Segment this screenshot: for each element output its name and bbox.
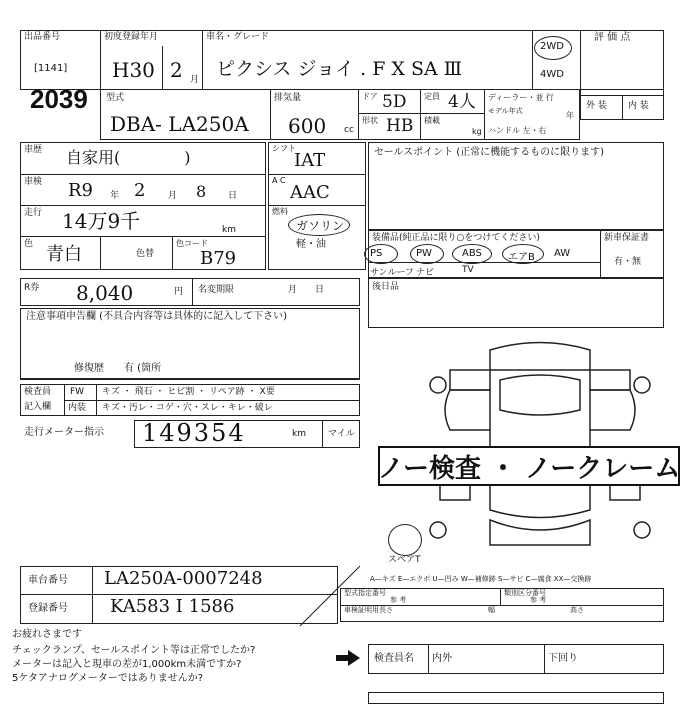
history-label: 車歴 [24, 145, 43, 155]
color-label: 色 [24, 239, 34, 249]
equip-pw: PW [416, 248, 432, 259]
recycle-value: 8,040 [76, 281, 134, 305]
inspector-row2-items: キズ・汚レ・コゲ・穴・スレ・キレ・破レ [102, 403, 273, 413]
equip-ps: PS [370, 248, 383, 259]
chassis-mid [20, 594, 338, 595]
color-value: 青白 [46, 244, 82, 265]
inspector-label-top: 検査員 [24, 387, 52, 397]
inspector-row1-items: キズ ・ 飛石 ・ ヒビ割 ・ リペア跡 ・ X要 [102, 387, 275, 397]
shift-label: シフト [272, 144, 296, 153]
sales-title: セールスポイント (正常に機能するものに限ります) [374, 147, 605, 158]
lot-small-number: [1141] [34, 63, 68, 74]
spare-tire-icon [388, 524, 422, 556]
name-grade-label: 車名・グレード [206, 32, 270, 42]
equip-tv: TV [462, 265, 474, 275]
remarks-label: 参 考 [390, 596, 407, 604]
first-reg-month: 2 [170, 58, 183, 82]
footer-line4: 5ケタアナログメーターではありませんか? [12, 673, 204, 684]
type-designation-label: 型式指定番号 [344, 589, 386, 597]
displacement-value: 600 [288, 114, 327, 138]
circle-pw [410, 244, 444, 264]
designation-split [500, 588, 501, 605]
equip-abs: ABS [462, 248, 482, 259]
inspector-row2-head: 内装 [68, 403, 87, 413]
spec-div-1 [270, 90, 271, 140]
height-label: 高さ [570, 606, 584, 614]
repair-label: 修復歴 有 (箇所 [74, 363, 162, 374]
spec-mid [358, 113, 484, 114]
displacement-label: 排気量 [274, 93, 302, 103]
spec-div-2 [358, 90, 359, 140]
first-reg-label: 初度登録年月 [104, 32, 159, 42]
dealer-label: ディーラー・並 行 [488, 93, 554, 102]
meter-value: 149354 [142, 419, 246, 447]
footer-line2: チェックランプ、セールスポイント等は正常でしたか? [12, 645, 256, 656]
rating-label: 評 価 点 [594, 32, 631, 43]
cert-length-label: 車検証明用長さ [344, 606, 393, 614]
fuel-circle [288, 214, 350, 236]
color-change-label: 色替 [136, 249, 155, 259]
lower-label: 下回り [548, 653, 578, 664]
first-reg-month-unit: 月 [190, 75, 200, 85]
first-reg-split [162, 46, 163, 90]
details-row-3 [20, 236, 266, 237]
cc-unit: cc [344, 125, 354, 135]
remarks2-label: 参 考 [530, 596, 547, 604]
ac-value: AAC [290, 182, 330, 203]
recycle-label: R券 [24, 283, 40, 293]
equip-aw: AW [554, 248, 571, 259]
reg-value: KA583 I 1586 [110, 596, 235, 617]
equipment-title: 装備品(純正品に限り○をつけてください) [372, 233, 540, 243]
interior-label: 内 装 [628, 101, 649, 111]
chassis-value: LA250A-0007248 [104, 568, 263, 589]
details-row-1 [20, 174, 266, 175]
fuel-label: 燃料 [272, 207, 288, 216]
header-divider-2 [202, 30, 203, 90]
header-divider-3 [532, 30, 533, 90]
mileage-km-unit: km [222, 225, 236, 235]
equipment-row2 [370, 265, 600, 278]
model-label: 型式 [106, 93, 125, 103]
load-label: 積載 [424, 116, 440, 125]
notes-underline [20, 378, 360, 379]
shaken-day-unit: 日 [228, 191, 238, 201]
color-code-value: B79 [200, 248, 237, 269]
details-color-split [100, 236, 101, 270]
spare-label: スペアT [388, 555, 421, 565]
circle-abs [452, 244, 492, 264]
shaken-era: R9 [68, 180, 94, 201]
meter-split [322, 420, 323, 448]
inspector-mid [64, 400, 360, 401]
bottom-row [368, 692, 664, 704]
shape-label: 形状 [362, 116, 378, 125]
header-divider-1 [100, 30, 101, 90]
category-label: 類別区分番号 [504, 589, 546, 597]
damage-legend: A—キズ E—エクボ U—凹み W—補修跡 S—サビ C—腐食 XX—交換跡 [370, 575, 592, 583]
no-inspection-stamp [378, 446, 680, 486]
first-reg-era: H30 [112, 58, 155, 82]
recycle-yen-unit: 円 [174, 287, 184, 297]
equipment-split [600, 230, 601, 278]
reg-label: 登録番号 [28, 603, 68, 614]
mileage-value: 14万9千 [62, 209, 141, 233]
door-value: 5D [382, 92, 407, 112]
name-grade-value: ピクシス ジョイ . F X SA Ⅲ [216, 58, 463, 80]
spec-div-3 [420, 90, 421, 140]
meter-km-unit: km [292, 429, 306, 439]
equip-airbag: エアB [508, 252, 535, 263]
inout-label: 内外 [432, 653, 452, 664]
exterior-label: 外 装 [586, 101, 607, 111]
drive-2wd: 2WD [540, 41, 564, 52]
circle-airbag [502, 244, 544, 264]
meter-label: 走行メーター指示 [24, 427, 104, 438]
new-car-label: 新車保証書 [604, 233, 650, 243]
ac-label: A C [272, 176, 286, 185]
arrow-right-icon [336, 650, 360, 666]
chassis-split [92, 566, 93, 624]
details-row-2 [20, 205, 266, 206]
capacity-value: 4人 [448, 92, 476, 112]
footer-line3: メーターは記入と現車の差が1,000km未満ですか? [12, 659, 242, 670]
equip-sunroof: サンルーフ [370, 268, 414, 278]
shift-value: IAT [294, 150, 326, 171]
equip-navi: ナビ [416, 268, 435, 278]
width-label: 幅 [488, 606, 495, 614]
fuel-options: 軽・油 [296, 239, 326, 250]
meigi-label: 名変期限 [198, 285, 235, 295]
model-value: DBA- LA250A [110, 112, 249, 136]
door-label: ドア [362, 92, 378, 101]
year-unit: 年 [566, 111, 574, 120]
inspector-label-bottom: 記入欄 [24, 402, 52, 412]
shaken-month-unit: 月 [168, 191, 178, 201]
with-without: 有・無 [614, 257, 642, 267]
shaken-label: 車検 [24, 177, 43, 187]
fuel-value: ガソリン [296, 219, 345, 233]
mileage-label: 走行 [24, 208, 43, 218]
post-install-block [368, 278, 664, 328]
shape-value: HB [386, 116, 414, 136]
shaken-year-unit: 年 [110, 191, 120, 201]
footer-line1: お疲れさまです [12, 629, 82, 640]
shift-row-2 [268, 205, 366, 206]
shaken-month: 2 [134, 180, 146, 201]
shaken-day: 8 [196, 182, 207, 201]
chassis-label: 車台番号 [28, 575, 68, 586]
color-code-label: 色コード [176, 239, 208, 248]
kg-unit: kg [472, 127, 482, 136]
shift-row-1 [268, 174, 366, 175]
circle-ps [364, 244, 398, 264]
inspector-row1-head: FW [70, 387, 85, 397]
recycle-split [192, 278, 193, 306]
details-color-split2 [172, 236, 173, 270]
model-year-label: モデル年式 [488, 107, 523, 115]
handle-label: ハンドル 左・右 [488, 126, 547, 135]
lot-number: 2039 [30, 84, 88, 114]
lot-label: 出品番号 [24, 32, 61, 42]
capacity-label: 定員 [424, 92, 440, 101]
notes-title: 注意事項申告欄 (不具合内容等は具体的に記入して下さい) [26, 311, 287, 322]
post-install-label: 後日品 [372, 282, 400, 292]
stamp-text: ノー検査 ・ ノークレーム [377, 453, 681, 484]
drive-4wd: 4WD [540, 69, 564, 80]
inspector-name-split-1 [428, 644, 429, 674]
spec-div-4 [484, 90, 485, 140]
meter-mile-unit: マイル [328, 429, 355, 439]
month-day-label: 月 日 [288, 285, 325, 295]
history-value: 自家用( ) [66, 148, 191, 167]
inspector-name-split-2 [544, 644, 545, 674]
inspector-name-label: 検査員名 [374, 653, 414, 664]
drive-2wd-circle [534, 36, 572, 60]
